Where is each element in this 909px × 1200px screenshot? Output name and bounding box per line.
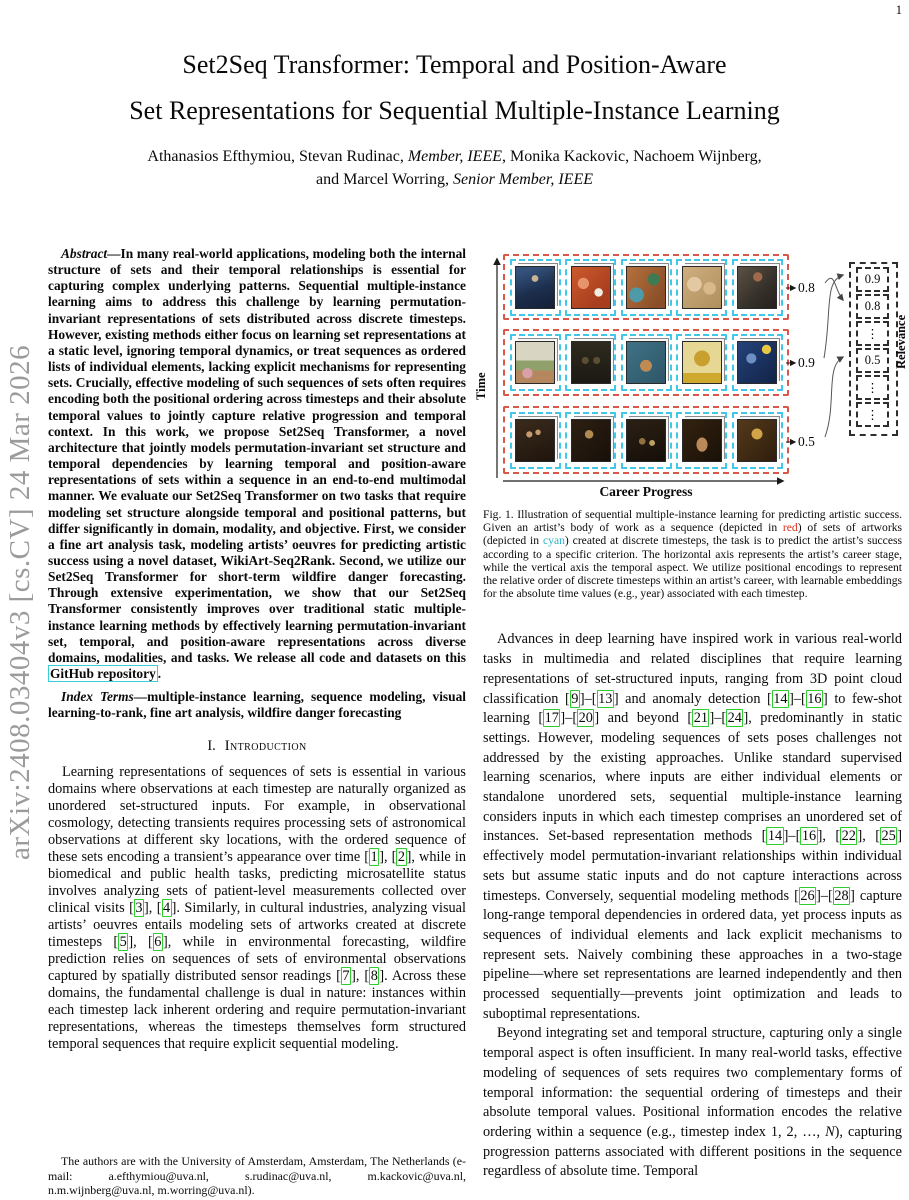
text-segment: ], while in environmental forecasting, wildfire prediction relies on sequences of sets of environmental observations captured by spatially distributed sensor readings [ bbox=[48, 934, 467, 985]
rank-cell: 0.9 bbox=[856, 267, 889, 292]
career-progress-axis-label: Career Progress bbox=[599, 484, 693, 499]
text-segment: —multiple-instance learning, sequence modeling, visual learning-to-rank, fine art analysis, wildfire danger forecasting bbox=[48, 689, 467, 721]
rank-cell: ⋮ bbox=[856, 375, 889, 400]
citation-link[interactable]: 16 bbox=[801, 828, 817, 845]
abstract bbox=[48, 246, 466, 682]
citation-link[interactable]: 2 bbox=[397, 848, 406, 865]
citation-link[interactable]: 14 bbox=[773, 690, 788, 707]
citation-link[interactable]: 9 bbox=[571, 690, 579, 707]
artwork-thumbnail bbox=[682, 341, 722, 384]
text-segment: Abstract bbox=[61, 246, 108, 261]
artwork-thumbnail bbox=[571, 419, 611, 462]
rank-cell: ⋮ bbox=[856, 402, 889, 427]
row-relevance-value: 0.8 bbox=[798, 280, 815, 295]
body-paragraph bbox=[483, 1024, 902, 1182]
citation-link[interactable]: 3 bbox=[135, 899, 143, 916]
citation-link[interactable]: 1 bbox=[370, 848, 378, 865]
artwork-thumbnail bbox=[571, 341, 611, 384]
text-segment: ] to few-shot learning [ bbox=[483, 690, 903, 727]
arxiv-watermark: arXiv:2408.03404v3 [cs.CV] 24 Mar 2026 bbox=[4, 344, 36, 860]
artwork-set-item bbox=[732, 334, 783, 391]
artwork-set-item bbox=[565, 259, 616, 316]
rank-cell: 0.8 bbox=[856, 294, 889, 319]
relevance-rank-list bbox=[849, 262, 898, 436]
row-relevance-value: 0.5 bbox=[798, 434, 815, 449]
artwork-thumbnail bbox=[515, 341, 555, 384]
artwork-set-item bbox=[676, 334, 727, 391]
text-segment: Advances in deep learning have inspired work in various real-world tasks in multimedia and related disciplines that require learning representations of set-structured inputs, ranging from 3D point cloud classification [ bbox=[483, 631, 902, 707]
artwork-set-item bbox=[510, 334, 561, 391]
text-segment: . bbox=[157, 666, 162, 682]
author-affiliation-footnote: The authors are with the University of Amsterdam, Amsterdam, The Netherlands (e-mail: a.efthymiou@uva.nl, s.rudinac@uva.nl, m.kackovic@uva.nl, n.m.wijnberg@uva.nl, m.worring@uva.nl). bbox=[48, 1154, 466, 1198]
artwork-thumbnail bbox=[515, 266, 555, 309]
artwork-thumbnail bbox=[571, 266, 611, 309]
text-segment: ], [ bbox=[351, 968, 370, 985]
text-segment: Index Terms bbox=[61, 689, 134, 705]
citation-link[interactable]: 28 bbox=[834, 887, 849, 904]
text-segment: ]–[ bbox=[579, 690, 597, 707]
citation-link[interactable]: 22 bbox=[841, 828, 856, 845]
artwork-set-item bbox=[732, 412, 783, 469]
artist-sequence-row bbox=[503, 406, 789, 474]
rank-cell: ⋮ bbox=[856, 321, 889, 346]
author-line bbox=[0, 169, 909, 192]
left-column bbox=[48, 246, 466, 1053]
text-segment: Fig. 1. Illustration of sequential multiple-instance learning for predicting artistic success. Given an artist’s body of work as a sequence (depicted in bbox=[483, 508, 902, 535]
text-segment: ], while in biomedical and public health tasks, predicting microsatellite status involves analyzing sets of patient-level measurements collected over clinical visits [ bbox=[48, 848, 466, 916]
paper-title-line2: Set Representations for Sequential Multiple-Instance Learning bbox=[129, 96, 780, 125]
github-repository-link[interactable]: GitHub repository bbox=[50, 666, 156, 682]
text-segment: ]. Similarly, in cultural industries, analyzing visual artists’ oeuvres entails modeling sets of artworks created at discrete timesteps [ bbox=[48, 899, 466, 950]
text-segment: ]–[ bbox=[783, 828, 801, 845]
body-paragraph bbox=[483, 630, 902, 1024]
section-heading-introduction bbox=[48, 738, 466, 755]
artwork-thumbnail bbox=[626, 419, 666, 462]
citation-link[interactable]: 5 bbox=[119, 934, 127, 950]
text-segment: ], predominantly in static settings. However, modeling sequences of sets poses challenges not addressed by the existing approaches. Unlike standard supervised learning scenarios, where inputs are either individual elements or standalone unordered sets, sequential multiple-instance learning considers inputs in which each timestep comprises an unordered set of instances. Set-based representation methods [ bbox=[483, 710, 902, 845]
artwork-set-item bbox=[565, 334, 616, 391]
text-segment: cyan bbox=[543, 534, 565, 548]
text-segment: Learning representations of sequences of sets is essential in various domains where observations at each timestep are naturally organized as unordered set-structured inputs. For example, in observational cosmology, detecting transients requires processing sets of astronomical observations at different sky locations, with the ordered sequence of these sets encoding a transient’s appearance over time [ bbox=[48, 763, 466, 865]
text-segment: ) of sets of artworks (depicted in bbox=[483, 521, 902, 548]
text-segment: ], [ bbox=[857, 828, 880, 845]
artwork-thumbnail bbox=[515, 419, 555, 462]
citation-link[interactable]: 8 bbox=[370, 968, 378, 985]
artwork-set-item bbox=[732, 259, 783, 316]
artwork-thumbnail bbox=[682, 266, 722, 309]
text-segment: ] effectively model permutation-invariant relationships within individual sets but assume static inputs and do not capture interactions across timesteps. Conversely, sequential modeling methods [ bbox=[483, 828, 903, 904]
citation-link[interactable]: 25 bbox=[881, 828, 896, 845]
text-segment: ]–[ bbox=[816, 887, 833, 904]
text-segment: ]–[ bbox=[709, 710, 727, 727]
index-terms bbox=[48, 689, 466, 721]
artwork-set-item bbox=[621, 334, 672, 391]
text-segment: —In many real-world applications, modeling both the internal structure of sets and their temporal relationships is essential for capturing complex underlying patterns. Sequential multiple-instance learning aims to address this challenge by learning permutation-invariant representations of sets distributed across discrete timesteps. However, existing methods either focus on learning set representations at a static level, ignoring temporal dynamics, or treat sequences as ordered lists of individual elements, lacking explicit mechanisms for representing sets. Crucially, effective modeling of such sequences of sets often requires encoding both the positional ordering across timesteps and their absolute temporal values to jointly capture relative progression and temporal context. In this work, we propose Set2Seq Transformer, a novel architecture that jointly models permutation-invariant set structure and temporal dependencies by learning temporal and position-aware representations of sets within a sequence in an end-to-end multimodal manner. We evaluate our Set2Seq Transformer on two tasks that require modeling set structure alongside temporal and positional patterns, but differ significantly in domain, modality, and objective. First, we consider a fine art analysis task, modeling artists’ oeuvres for predicting artistic success using a novel dataset, WikiArt-Seq2Rank. Second, we utilize our Set2Seq Transformer for short-term wildfire danger forecasting. Through extensive experimentation, we show that our Set2Seq Transformer consistently improves over traditional static multiple-instance learning methods by effectively learning permutation-invariant set, temporal, and position-aware representations across diverse domains, modalities, and tasks. We release all code and datasets on this bbox=[48, 246, 466, 665]
author-list bbox=[0, 146, 909, 191]
time-axis-label: Time bbox=[474, 372, 488, 400]
text-segment: ] and anomaly detection [ bbox=[613, 690, 772, 707]
text-segment: Member, IEEE bbox=[407, 148, 502, 165]
text-segment: ), capturing progression patterns associated with different positions in the sequence regardless of absolute time. Temporal bbox=[483, 1124, 902, 1180]
artwork-set-item bbox=[510, 259, 561, 316]
artist-sequence-row bbox=[503, 254, 789, 320]
text-segment: ], [ bbox=[817, 828, 841, 845]
text-segment: ], [ bbox=[144, 899, 162, 916]
right-column bbox=[474, 245, 908, 1182]
artwork-set-item bbox=[676, 259, 727, 316]
citation-link[interactable]: 14 bbox=[767, 828, 783, 845]
text-segment: ) created at discrete timesteps, the task is to predict the artist’s success according to a specific criterion. The horizontal axis represents the artist’s career stage, while the vertical axis the temporal aspect. We utilize positional encodings to represent the relative order of discrete timesteps within an artist’s career, with learnable embeddings for the absolute time values (e.g., year) associated with each timestep. bbox=[483, 534, 903, 601]
artwork-set-item bbox=[621, 412, 672, 469]
text-segment: ] capture long-range temporal dependencies in ordered data, yet process inputs as sequences of individual elements and lack explicit mechanisms to represent sets. Naively combining these approaches in a two-stage pipeline—where set representations are learned independently and then processed sequentially—prevents joint optimization and leads to suboptimal representations. bbox=[483, 887, 903, 1022]
artist-sequence-row bbox=[503, 329, 789, 396]
figure-1-caption bbox=[483, 508, 902, 600]
section-title: Introduction bbox=[224, 737, 307, 754]
citation-link[interactable]: 4 bbox=[163, 899, 171, 916]
citation-link[interactable]: 16 bbox=[807, 690, 822, 707]
text-segment: N bbox=[825, 1124, 835, 1140]
figure-1 bbox=[474, 245, 908, 502]
text-segment: ]–[ bbox=[560, 710, 578, 727]
page-number: 1 bbox=[895, 3, 902, 17]
text-segment: Senior Member, IEEE bbox=[453, 170, 593, 188]
citation-link[interactable]: 6 bbox=[154, 934, 162, 950]
text-segment: ]. Across these domains, the fundamental challenge is dual in nature: instances within each timestep lack inherent ordering and require permutation-invariant representations, whereas the timesteps themselves form structured temporal sequences that require explicit sequential modeling. bbox=[48, 968, 467, 1053]
artwork-thumbnail bbox=[737, 266, 777, 309]
author-line bbox=[0, 146, 909, 169]
text-segment: red bbox=[782, 521, 798, 535]
section-number: I. bbox=[207, 737, 216, 754]
artwork-thumbnail bbox=[737, 341, 777, 384]
text-segment: ], [ bbox=[379, 848, 397, 865]
artwork-thumbnail bbox=[737, 419, 777, 462]
text-segment: ]–[ bbox=[789, 690, 806, 707]
artwork-set-item bbox=[510, 412, 561, 469]
artwork-thumbnail bbox=[626, 341, 666, 384]
text-segment: , Monika Kackovic, Nachoem Wijnberg, bbox=[502, 148, 762, 165]
artwork-set-item bbox=[676, 412, 727, 469]
paper-title-line1: Set2Seq Transformer: Temporal and Position-Aware bbox=[182, 50, 727, 79]
citation-link[interactable]: 13 bbox=[598, 690, 613, 707]
citation-link[interactable]: 17 bbox=[544, 710, 559, 727]
text-segment: and Marcel Worring, bbox=[315, 170, 454, 188]
citation-link[interactable]: 26 bbox=[800, 887, 815, 904]
rank-cell: 0.5 bbox=[856, 348, 889, 373]
citation-link[interactable]: 7 bbox=[342, 968, 350, 985]
artwork-set-item bbox=[565, 412, 616, 469]
introduction-paragraph bbox=[48, 764, 466, 1054]
row-relevance-value: 0.9 bbox=[798, 355, 815, 370]
citation-link[interactable]: 24 bbox=[727, 710, 742, 727]
citation-link[interactable]: 21 bbox=[693, 710, 708, 727]
relevance-axis-label: Relevance bbox=[894, 314, 908, 369]
text-segment: ] and beyond [ bbox=[594, 710, 693, 727]
text-segment: Athanasios Efthymiou, Stevan Rudinac, bbox=[147, 148, 408, 165]
text-segment: Beyond integrating set and temporal structure, capturing only a single temporal aspect is often insufficient. In many real-world tasks, effective modeling of sequences of sets requires two complementary forms of temporal information: the sequential ordering of timesteps and their absolute temporal values. Positional information encodes the relative ordering within a sequence (e.g., timestep index 1, 2, …, bbox=[483, 1025, 902, 1140]
citation-link[interactable]: 20 bbox=[578, 710, 593, 727]
artwork-set-item bbox=[621, 259, 672, 316]
artwork-thumbnail bbox=[626, 266, 666, 309]
text-segment: ], [ bbox=[128, 934, 153, 950]
artwork-thumbnail bbox=[682, 419, 722, 462]
